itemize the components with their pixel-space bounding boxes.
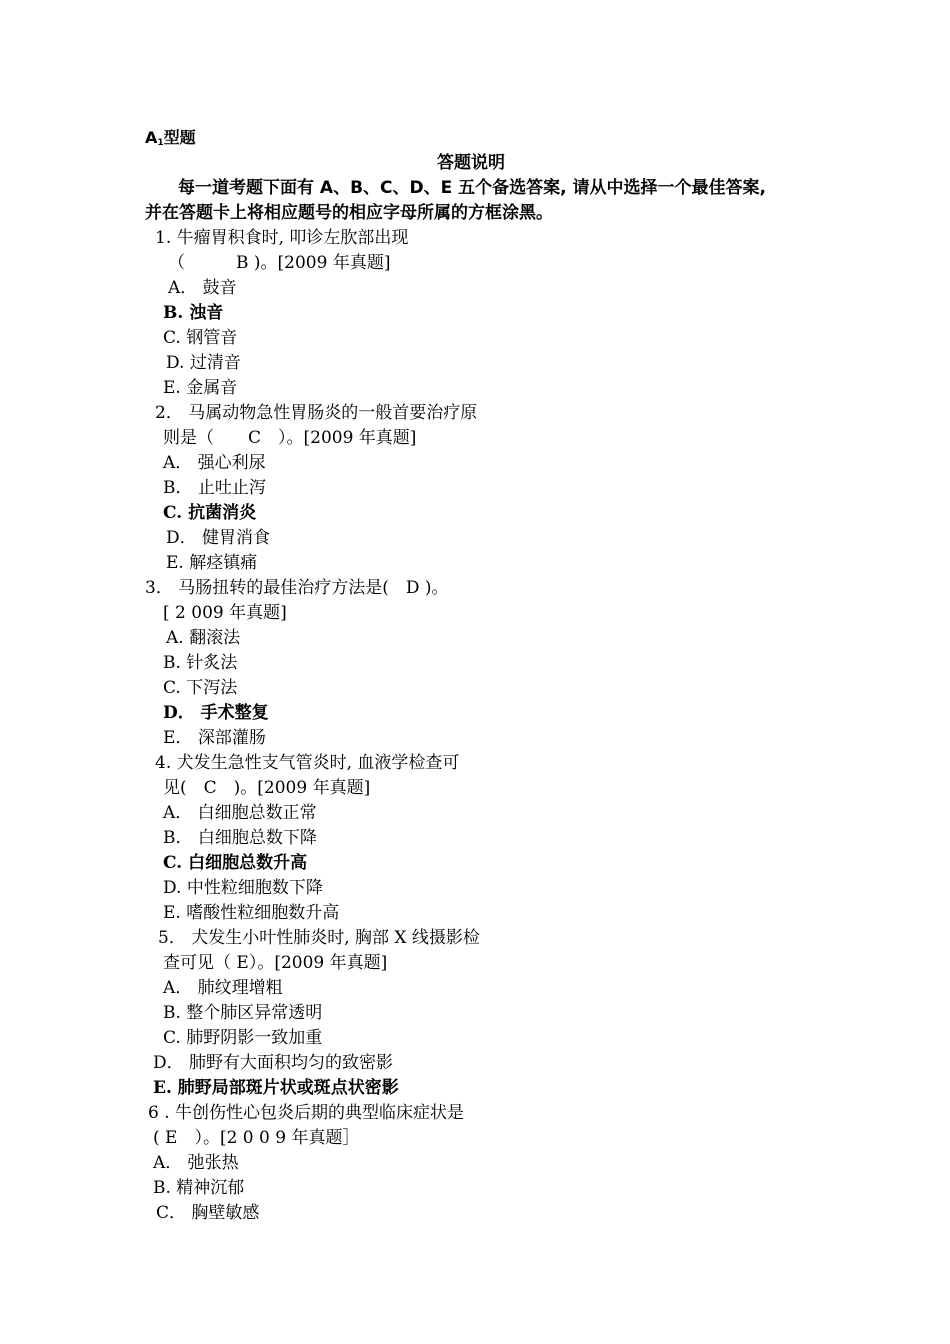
question-5-option-b: B. 整个肺区异常透明 — [163, 1003, 323, 1023]
question-2-option-c-correct: C. 抗菌消炎 — [163, 503, 257, 523]
section-heading — [145, 128, 196, 148]
instructions-title: 答题说明 — [437, 153, 505, 173]
question-1-stem-line-1: 1. 牛瘤胃积食时, 叩诊左肷部出现 — [155, 228, 409, 248]
question-2-stem-line-1: 2． 马属动物急性胃肠炎的一般首要治疗原 — [155, 403, 478, 423]
instructions-line-1: 每一道考题下面有 A、B、C、D、E 五个备选答案, 请从中选择一个最佳答案, — [178, 178, 766, 198]
question-5-stem-line-2: 查可见（ E）。[2009 年真题] — [163, 953, 388, 973]
question-4-option-a: A． 白细胞总数正常 — [163, 803, 317, 823]
question-6-option-b: B. 精神沉郁 — [153, 1178, 245, 1198]
question-5-stem-line-1: 5． 犬发生小叶性肺炎时, 胸部 X 线摄影检 — [158, 928, 480, 948]
question-3-stem-line-2: [ 2 009 年真题] — [163, 603, 287, 623]
question-6-stem-line-1: 6 . 牛创伤性心包炎后期的典型临床症状是 — [148, 1103, 465, 1123]
question-2-option-b: B． 止吐止泻 — [163, 478, 266, 498]
question-2-option-d: D． 健胃消食 — [166, 528, 271, 548]
question-2-option-a: A． 强心利尿 — [163, 453, 266, 473]
question-5-option-a: A． 肺纹理增粗 — [163, 978, 283, 998]
section-heading-prefix: A — [145, 128, 158, 147]
question-1-option-a: A． 鼓音 — [168, 278, 237, 298]
question-4-option-e: E. 嗜酸性粒细胞数升高 — [163, 903, 340, 923]
question-5-option-c: C. 肺野阴影一致加重 — [163, 1028, 323, 1048]
question-5-option-d: D． 肺野有大面积均匀的致密影 — [153, 1053, 394, 1073]
question-4-stem-line-1: 4. 犬发生急性支气管炎时, 血液学检查可 — [155, 753, 460, 773]
question-1-stem-line-2: （ B )。[2009 年真题] — [168, 253, 391, 273]
question-1-option-d: D. 过清音 — [166, 353, 241, 373]
question-2-option-e: E. 解痉镇痛 — [166, 553, 258, 573]
section-heading-subscript: 1 — [157, 138, 164, 148]
question-4-option-b: B． 白细胞总数下降 — [163, 828, 317, 848]
question-1-option-c: C. 钢管音 — [163, 328, 238, 348]
section-heading-suffix: 型题 — [163, 128, 196, 147]
question-3-option-b: B. 针炙法 — [163, 653, 238, 673]
question-3-option-c: C. 下泻法 — [163, 678, 238, 698]
question-1-option-b-correct: B. 浊音 — [163, 303, 224, 323]
question-6-option-c: C． 胸壁敏感 — [156, 1203, 260, 1223]
question-6-option-a: A． 弛张热 — [153, 1153, 239, 1173]
question-2-stem-line-2: 则是（ C ）。[2009 年真题] — [163, 428, 417, 448]
question-3-option-d-correct: D． 手术整复 — [163, 703, 269, 723]
question-4-option-c-correct: C. 白细胞总数升高 — [163, 853, 308, 873]
question-5-option-e-correct: E. 肺野局部斑片状或斑点状密影 — [153, 1078, 399, 1098]
question-3-option-e: E． 深部灌肠 — [163, 728, 266, 748]
question-1-option-e: E. 金属音 — [163, 378, 238, 398]
question-3-option-a: A. 翻滚法 — [166, 628, 241, 648]
question-3-stem-line-1: 3． 马肠扭转的最佳治疗方法是( D )。 — [145, 578, 449, 598]
instructions-line-2: 并在答题卡上将相应题号的相应字母所属的方框涂黑。 — [145, 203, 553, 223]
question-4-stem-line-2: 见( C )。[2009 年真题] — [163, 778, 371, 798]
question-6-stem-line-2: ( E ）。[2 0 0 9 年真题］ — [153, 1128, 360, 1148]
question-4-option-d: D. 中性粒细胞数下降 — [163, 878, 323, 898]
